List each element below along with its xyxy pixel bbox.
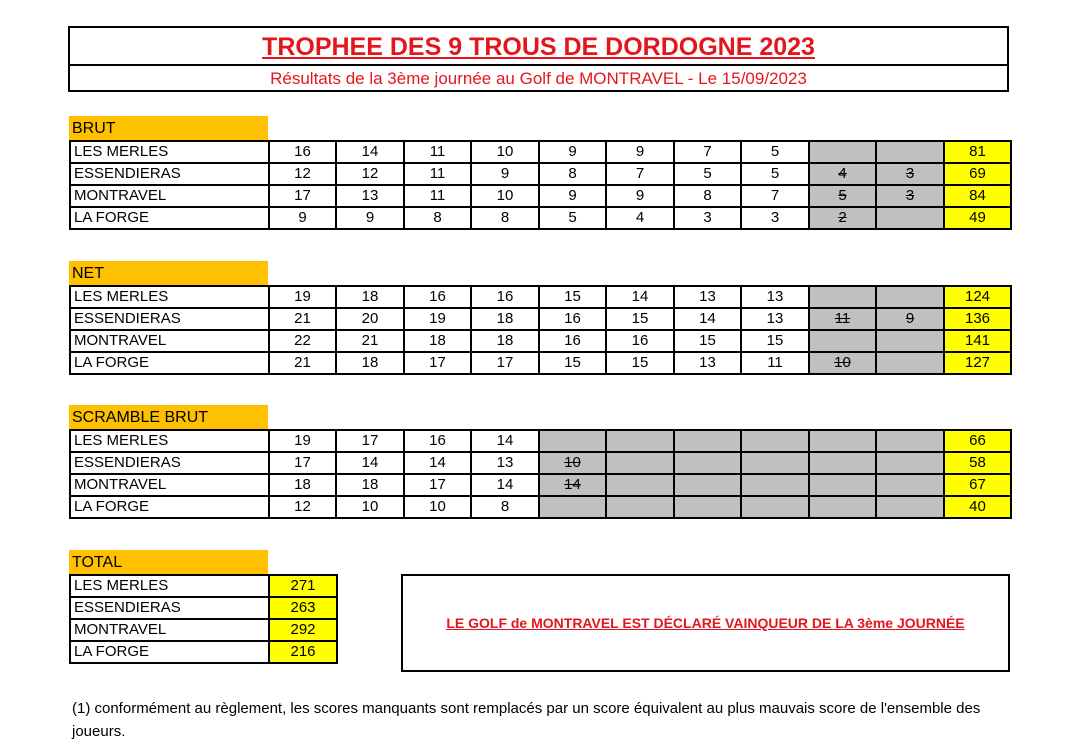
score-cell: 20 bbox=[336, 308, 404, 330]
filler-cell bbox=[876, 452, 944, 474]
discarded-score: 9 bbox=[905, 310, 915, 327]
score-cell: 8 bbox=[404, 207, 471, 229]
row-total: 81 bbox=[944, 141, 1011, 163]
table-row bbox=[70, 496, 1011, 518]
score-cell: 7 bbox=[741, 185, 809, 207]
filler-cell bbox=[876, 141, 944, 163]
score-cell: 9 bbox=[539, 141, 606, 163]
score-cell: 14 bbox=[606, 286, 674, 308]
discarded-score: 11 bbox=[834, 310, 851, 327]
score-cell: 14 bbox=[471, 474, 539, 496]
grand-total: 271 bbox=[269, 575, 337, 597]
team-name: MONTRAVEL bbox=[70, 474, 269, 496]
discarded-score: 4 bbox=[838, 165, 847, 182]
section-label-brut: BRUT bbox=[69, 116, 268, 140]
score-table-net bbox=[69, 285, 1012, 375]
score-cell: 16 bbox=[404, 286, 471, 308]
discarded-score: 3 bbox=[905, 165, 915, 182]
score-cell: 8 bbox=[471, 207, 539, 229]
section-label-total: TOTAL bbox=[69, 550, 268, 574]
score-cell: 21 bbox=[269, 308, 336, 330]
score-cell: 9 bbox=[606, 141, 674, 163]
filler-cell bbox=[606, 430, 674, 452]
table-row bbox=[70, 141, 1011, 163]
row-total: 58 bbox=[944, 452, 1011, 474]
struck-score-cell bbox=[809, 185, 876, 207]
team-name: LES MERLES bbox=[70, 286, 269, 308]
filler-cell bbox=[674, 496, 741, 518]
section-label-net: NET bbox=[69, 261, 268, 285]
team-name: LA FORGE bbox=[70, 352, 269, 374]
struck-score-cell bbox=[876, 308, 944, 330]
discarded-score: 10 bbox=[834, 354, 851, 371]
row-total: 124 bbox=[944, 286, 1011, 308]
discarded-score: 2 bbox=[838, 209, 847, 226]
score-cell: 11 bbox=[741, 352, 809, 374]
score-cell: 21 bbox=[336, 330, 404, 352]
score-cell: 5 bbox=[674, 163, 741, 185]
score-cell: 16 bbox=[404, 430, 471, 452]
row-total: 49 bbox=[944, 207, 1011, 229]
score-cell: 4 bbox=[606, 207, 674, 229]
table-row bbox=[70, 619, 337, 641]
score-cell: 12 bbox=[269, 163, 336, 185]
score-cell: 18 bbox=[269, 474, 336, 496]
footnote: (1) conformément au règlement, les scores manquants sont remplacés par un score équivalent au plus mauvais score de l'ensemble des joueurs. bbox=[72, 700, 981, 740]
struck-score-cell bbox=[539, 474, 606, 496]
filler-cell bbox=[539, 496, 606, 518]
table-row bbox=[70, 207, 1011, 229]
document-subtitle: Résultats de la 3ème journée au Golf de MONTRAVEL - Le 15/09/2023 bbox=[270, 69, 807, 88]
grand-total: 263 bbox=[269, 597, 337, 619]
team-name: MONTRAVEL bbox=[70, 185, 269, 207]
score-cell: 19 bbox=[404, 308, 471, 330]
discarded-score: 14 bbox=[564, 476, 581, 493]
score-cell: 7 bbox=[606, 163, 674, 185]
score-cell: 9 bbox=[606, 185, 674, 207]
table-row bbox=[70, 474, 1011, 496]
score-cell: 11 bbox=[404, 163, 471, 185]
table-row bbox=[70, 286, 1011, 308]
score-cell: 10 bbox=[471, 141, 539, 163]
table-row bbox=[70, 641, 337, 663]
score-cell: 16 bbox=[539, 308, 606, 330]
score-cell: 3 bbox=[674, 207, 741, 229]
grand-total: 216 bbox=[269, 641, 337, 663]
filler-cell bbox=[741, 496, 809, 518]
score-cell: 13 bbox=[741, 308, 809, 330]
team-name: LES MERLES bbox=[70, 430, 269, 452]
score-cell: 5 bbox=[741, 163, 809, 185]
table-row bbox=[70, 575, 337, 597]
score-cell: 3 bbox=[741, 207, 809, 229]
team-name: MONTRAVEL bbox=[70, 619, 269, 641]
table-row bbox=[70, 352, 1011, 374]
score-cell: 10 bbox=[471, 185, 539, 207]
score-cell: 15 bbox=[741, 330, 809, 352]
filler-cell bbox=[809, 141, 876, 163]
score-cell: 8 bbox=[674, 185, 741, 207]
score-table-scramble-brut bbox=[69, 429, 1012, 519]
filler-cell bbox=[876, 430, 944, 452]
filler-cell bbox=[809, 286, 876, 308]
score-cell: 17 bbox=[404, 352, 471, 374]
score-cell: 12 bbox=[336, 163, 404, 185]
row-total: 141 bbox=[944, 330, 1011, 352]
score-cell: 13 bbox=[674, 352, 741, 374]
struck-score-cell bbox=[809, 207, 876, 229]
score-cell: 17 bbox=[471, 352, 539, 374]
table-row bbox=[70, 163, 1011, 185]
score-cell: 9 bbox=[471, 163, 539, 185]
table-row bbox=[70, 452, 1011, 474]
filler-cell bbox=[876, 352, 944, 374]
filler-cell bbox=[876, 286, 944, 308]
score-cell: 9 bbox=[336, 207, 404, 229]
row-total: 67 bbox=[944, 474, 1011, 496]
filler-cell bbox=[876, 474, 944, 496]
team-name: LES MERLES bbox=[70, 141, 269, 163]
row-total: 127 bbox=[944, 352, 1011, 374]
team-name: LA FORGE bbox=[70, 496, 269, 518]
team-name: ESSENDIERAS bbox=[70, 597, 269, 619]
score-cell: 19 bbox=[269, 430, 336, 452]
discarded-score: 3 bbox=[905, 187, 915, 204]
filler-cell bbox=[741, 452, 809, 474]
filler-cell bbox=[539, 430, 606, 452]
score-cell: 7 bbox=[674, 141, 741, 163]
row-total: 136 bbox=[944, 308, 1011, 330]
filler-cell bbox=[809, 452, 876, 474]
score-table-brut bbox=[69, 140, 1012, 230]
score-cell: 14 bbox=[404, 452, 471, 474]
team-name: MONTRAVEL bbox=[70, 330, 269, 352]
team-name: ESSENDIERAS bbox=[70, 163, 269, 185]
score-cell: 15 bbox=[606, 308, 674, 330]
score-cell: 16 bbox=[471, 286, 539, 308]
score-cell: 18 bbox=[471, 308, 539, 330]
struck-score-cell bbox=[876, 163, 944, 185]
score-cell: 13 bbox=[741, 286, 809, 308]
totals-table bbox=[69, 574, 338, 664]
score-cell: 5 bbox=[741, 141, 809, 163]
score-cell: 18 bbox=[336, 352, 404, 374]
score-cell: 17 bbox=[336, 430, 404, 452]
table-row bbox=[70, 308, 1011, 330]
filler-cell bbox=[741, 430, 809, 452]
score-cell: 9 bbox=[539, 185, 606, 207]
filler-cell bbox=[876, 496, 944, 518]
discarded-score: 10 bbox=[564, 454, 581, 471]
score-cell: 10 bbox=[336, 496, 404, 518]
grand-total: 292 bbox=[269, 619, 337, 641]
score-cell: 12 bbox=[269, 496, 336, 518]
team-name: ESSENDIERAS bbox=[70, 452, 269, 474]
score-cell: 17 bbox=[269, 452, 336, 474]
document-title: TROPHEE DES 9 TROUS DE DORDOGNE 2023 bbox=[70, 28, 1007, 66]
score-cell: 13 bbox=[471, 452, 539, 474]
team-name: LA FORGE bbox=[70, 207, 269, 229]
winner-announcement: LE GOLF de MONTRAVEL EST DÉCLARÉ VAINQUEUR DE LA 3ème JOURNÉE bbox=[446, 615, 965, 631]
filler-cell bbox=[809, 474, 876, 496]
score-cell: 16 bbox=[269, 141, 336, 163]
score-cell: 8 bbox=[471, 496, 539, 518]
score-cell: 16 bbox=[539, 330, 606, 352]
score-cell: 14 bbox=[336, 141, 404, 163]
row-total: 40 bbox=[944, 496, 1011, 518]
score-cell: 18 bbox=[404, 330, 471, 352]
score-cell: 18 bbox=[336, 286, 404, 308]
filler-cell bbox=[606, 452, 674, 474]
struck-score-cell bbox=[809, 163, 876, 185]
score-cell: 10 bbox=[404, 496, 471, 518]
score-cell: 19 bbox=[269, 286, 336, 308]
score-cell: 15 bbox=[606, 352, 674, 374]
score-cell: 14 bbox=[674, 308, 741, 330]
score-cell: 9 bbox=[269, 207, 336, 229]
filler-cell bbox=[606, 496, 674, 518]
team-name: LES MERLES bbox=[70, 575, 269, 597]
score-cell: 5 bbox=[539, 207, 606, 229]
score-cell: 15 bbox=[674, 330, 741, 352]
row-total: 84 bbox=[944, 185, 1011, 207]
winner-box bbox=[401, 574, 1010, 672]
row-total: 66 bbox=[944, 430, 1011, 452]
score-cell: 14 bbox=[336, 452, 404, 474]
score-cell: 13 bbox=[674, 286, 741, 308]
struck-score-cell bbox=[809, 352, 876, 374]
table-row bbox=[70, 430, 1011, 452]
score-cell: 8 bbox=[539, 163, 606, 185]
filler-cell bbox=[809, 430, 876, 452]
score-cell: 14 bbox=[471, 430, 539, 452]
score-cell: 18 bbox=[336, 474, 404, 496]
filler-cell bbox=[876, 330, 944, 352]
score-cell: 11 bbox=[404, 185, 471, 207]
title-box bbox=[68, 26, 1009, 92]
filler-cell bbox=[674, 430, 741, 452]
filler-cell bbox=[809, 496, 876, 518]
score-cell: 16 bbox=[606, 330, 674, 352]
score-cell: 18 bbox=[471, 330, 539, 352]
filler-cell bbox=[876, 207, 944, 229]
score-cell: 13 bbox=[336, 185, 404, 207]
filler-cell bbox=[674, 452, 741, 474]
table-row bbox=[70, 330, 1011, 352]
team-name: LA FORGE bbox=[70, 641, 269, 663]
score-cell: 15 bbox=[539, 286, 606, 308]
score-cell: 22 bbox=[269, 330, 336, 352]
score-cell: 17 bbox=[404, 474, 471, 496]
row-total: 69 bbox=[944, 163, 1011, 185]
filler-cell bbox=[606, 474, 674, 496]
score-cell: 15 bbox=[539, 352, 606, 374]
table-row bbox=[70, 597, 337, 619]
discarded-score: 5 bbox=[838, 187, 847, 204]
score-cell: 21 bbox=[269, 352, 336, 374]
filler-cell bbox=[809, 330, 876, 352]
score-cell: 17 bbox=[269, 185, 336, 207]
section-label-scramble-brut: SCRAMBLE BRUT bbox=[69, 405, 268, 429]
table-row bbox=[70, 185, 1011, 207]
struck-score-cell bbox=[539, 452, 606, 474]
struck-score-cell bbox=[876, 185, 944, 207]
score-cell: 11 bbox=[404, 141, 471, 163]
struck-score-cell bbox=[809, 308, 876, 330]
filler-cell bbox=[674, 474, 741, 496]
team-name: ESSENDIERAS bbox=[70, 308, 269, 330]
filler-cell bbox=[741, 474, 809, 496]
